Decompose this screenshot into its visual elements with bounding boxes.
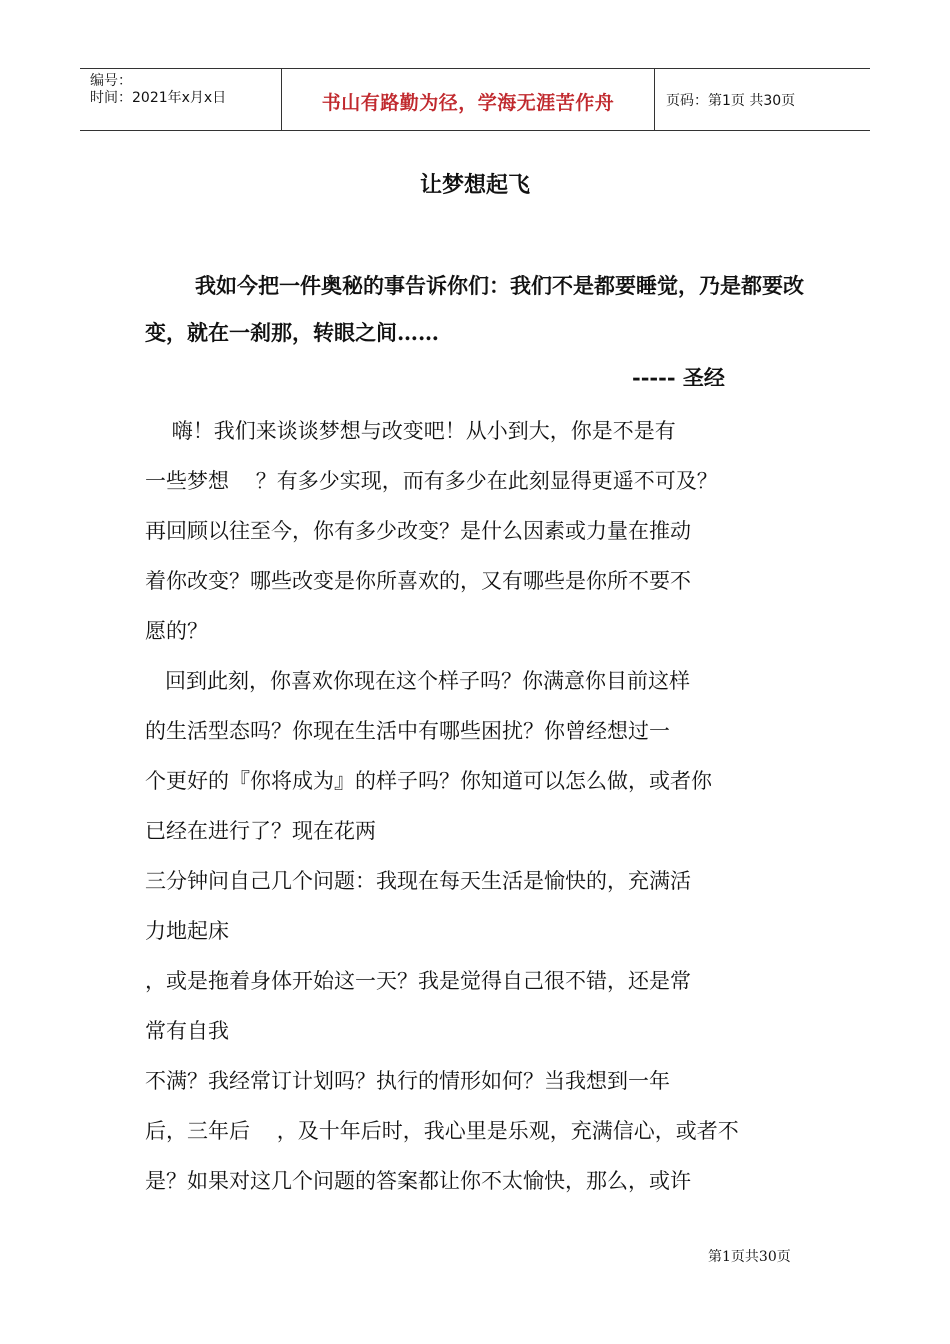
footer-page-info: 第1页共30页 xyxy=(708,1249,791,1265)
header-page-info: 页码：第1页 共30页 xyxy=(666,93,796,109)
body-line: 不满？我经常订计划吗？执行的情形如何？当我想到一年 xyxy=(145,1069,670,1093)
body-text xyxy=(145,406,817,1206)
body-line: 个更好的『你将成为』的样子吗？你知道可以怎么做，或者你 xyxy=(145,769,712,793)
body-line: 是？如果对这几个问题的答案都让你不太愉快，那么，或许 xyxy=(145,1169,691,1193)
number-label: 编号： xyxy=(90,73,132,89)
body-line: 着你改变？哪些改变是你所喜欢的，又有哪些是你所不要不 xyxy=(145,569,691,593)
body-line: 愿的？ xyxy=(145,619,208,643)
body-line: 嗨！我们来谈谈梦想与改变吧！从小到大，你是不是有 xyxy=(145,419,676,443)
body-line: 已经在进行了？现在花两 xyxy=(145,819,376,843)
body-line: 常有自我 xyxy=(145,1019,229,1043)
body-line: 回到此刻，你喜欢你现在这个样子吗？你满意你目前这样 xyxy=(145,669,691,693)
body-line: 的生活型态吗？你现在生活中有哪些困扰？你曾经想过一 xyxy=(145,719,670,743)
header-meta xyxy=(90,73,226,107)
body-line: 力地起床 xyxy=(145,919,229,943)
body-line: 后，三年后 ，及十年后时，我心里是乐观，充满信心，或者不 xyxy=(145,1119,739,1143)
header-divider xyxy=(654,69,655,130)
body-line: 三分钟问自己几个问题：我现在每天生活是愉快的，充满活 xyxy=(145,869,691,893)
body-line: 再回顾以往至今，你有多少改变？是什么因素或力量在推动 xyxy=(145,519,691,543)
document-title: 让梦想起飞 xyxy=(419,172,530,198)
epigraph: 我如今把一件奥秘的事告诉你们：我们不是都要睡觉，乃是都要改变，就在一刹那，转眼之间…… xyxy=(145,273,804,345)
date-label: 时间：2021年x月x日 xyxy=(90,90,227,106)
body-line: 一些梦想 ？有多少实现，而有多少在此刻显得更遥不可及？ xyxy=(145,469,718,493)
body-line: ，或是拖着身体开始这一天？我是觉得自己很不错，还是常 xyxy=(145,969,691,993)
epigraph-source: ----- 圣经 xyxy=(632,365,725,390)
header-motto: 书山有路勤为径，学海无涯苦作舟 xyxy=(321,92,615,114)
document-header xyxy=(80,68,870,131)
